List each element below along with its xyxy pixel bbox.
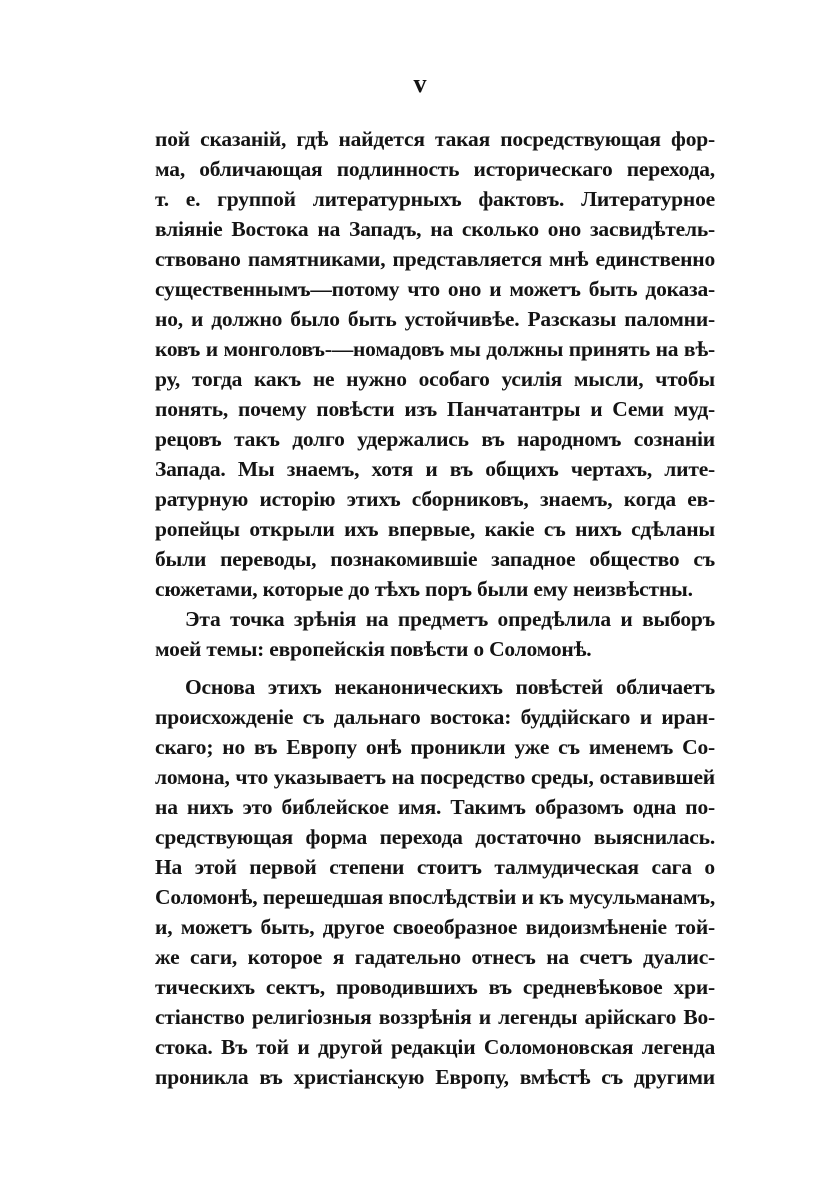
text-line: ломона, что указываетъ на посредство среды, оставившей — [155, 765, 715, 789]
text-line: ковъ и монголовъ-—номадовъ мы должны принять на вѣ- — [155, 337, 715, 361]
text-line: ру, тогда какъ не нужно особаго усилія мысли, чтобы — [155, 367, 715, 391]
text-line: но, и должно было быть устойчивѣе. Разсказы паломни- — [155, 307, 715, 331]
page-number: v — [413, 69, 427, 98]
text-line: рецовъ такъ долго удержались въ народномъ сознаніи — [155, 427, 715, 451]
text-line: проникла въ христіанскую Европу, вмѣстѣ съ другими — [155, 1065, 715, 1089]
text-line: стіанство религіозныя воззрѣнія и легенды арійскаго Во- — [155, 1005, 715, 1029]
text-line: т. е. группой литературныхъ фактовъ. Литературное — [155, 187, 715, 211]
text-line: происхожденіе съ дальнаго востока: буддійскаго и иран- — [155, 705, 715, 729]
text-line: были переводы, познакомившіе западное общество съ — [155, 547, 715, 571]
body-text — [155, 124, 715, 1092]
text-line: ропейцы открыли ихъ впервые, какіе съ нихъ сдѣланы — [155, 517, 715, 541]
text-line: скаго; но въ Европу онѣ проникли уже съ именемъ Со- — [155, 735, 715, 759]
text-line: и, можетъ быть, другое своеобразное видоизмѣненіе той- — [155, 915, 715, 939]
text-line: стока. Въ той и другой редакціи Соломоновская легенда — [155, 1035, 715, 1059]
text-line: Эта точка зрѣнія на предметъ опредѣлила и выборъ — [185, 607, 715, 631]
text-line: на нихъ это библейское имя. Такимъ образомъ одна по- — [155, 795, 715, 819]
text-line: тическихъ сектъ, проводившихъ въ средневѣковое хри- — [155, 975, 715, 999]
text-line: же саги, которое я гадательно отнесъ на счетъ дуалис- — [155, 945, 715, 969]
text-line: существеннымъ—потому что оно и можетъ быть доказа- — [155, 277, 715, 301]
text-line: Основа этихъ неканоническихъ повѣстей обличаетъ — [185, 675, 715, 699]
text-line: ма, обличающая подлинность историческаго перехода, — [155, 157, 715, 181]
text-line: сюжетами, которые до тѣхъ поръ были ему неизвѣстны. — [155, 577, 693, 601]
text-line: Запада. Мы знаемъ, хотя и въ общихъ чертахъ, лите- — [155, 457, 715, 481]
text-line: средствующая форма перехода достаточно выяснилась. — [155, 825, 715, 849]
text-line: Соломонѣ, перешедшая впослѣдствіи и къ мусульманамъ, — [155, 885, 715, 909]
text-line: вліяніе Востока на Западъ, на сколько оно засвидѣтель- — [155, 217, 715, 241]
text-line: понять, почему повѣсти изъ Панчатантры и Семи муд- — [155, 397, 715, 421]
text-line: На этой первой степени стоитъ талмудическая сага о — [155, 855, 715, 879]
text-line: ратурную исторію этихъ сборниковъ, знаемъ, когда ев- — [155, 487, 715, 511]
text-line: пой сказаній, гдѣ найдется такая посредствующая фор- — [155, 127, 715, 151]
text-line: моей темы: европейскія повѣсти о Соломонѣ. — [155, 637, 592, 661]
text-line: ствовано памятниками, представляется мнѣ единственно — [155, 247, 715, 271]
